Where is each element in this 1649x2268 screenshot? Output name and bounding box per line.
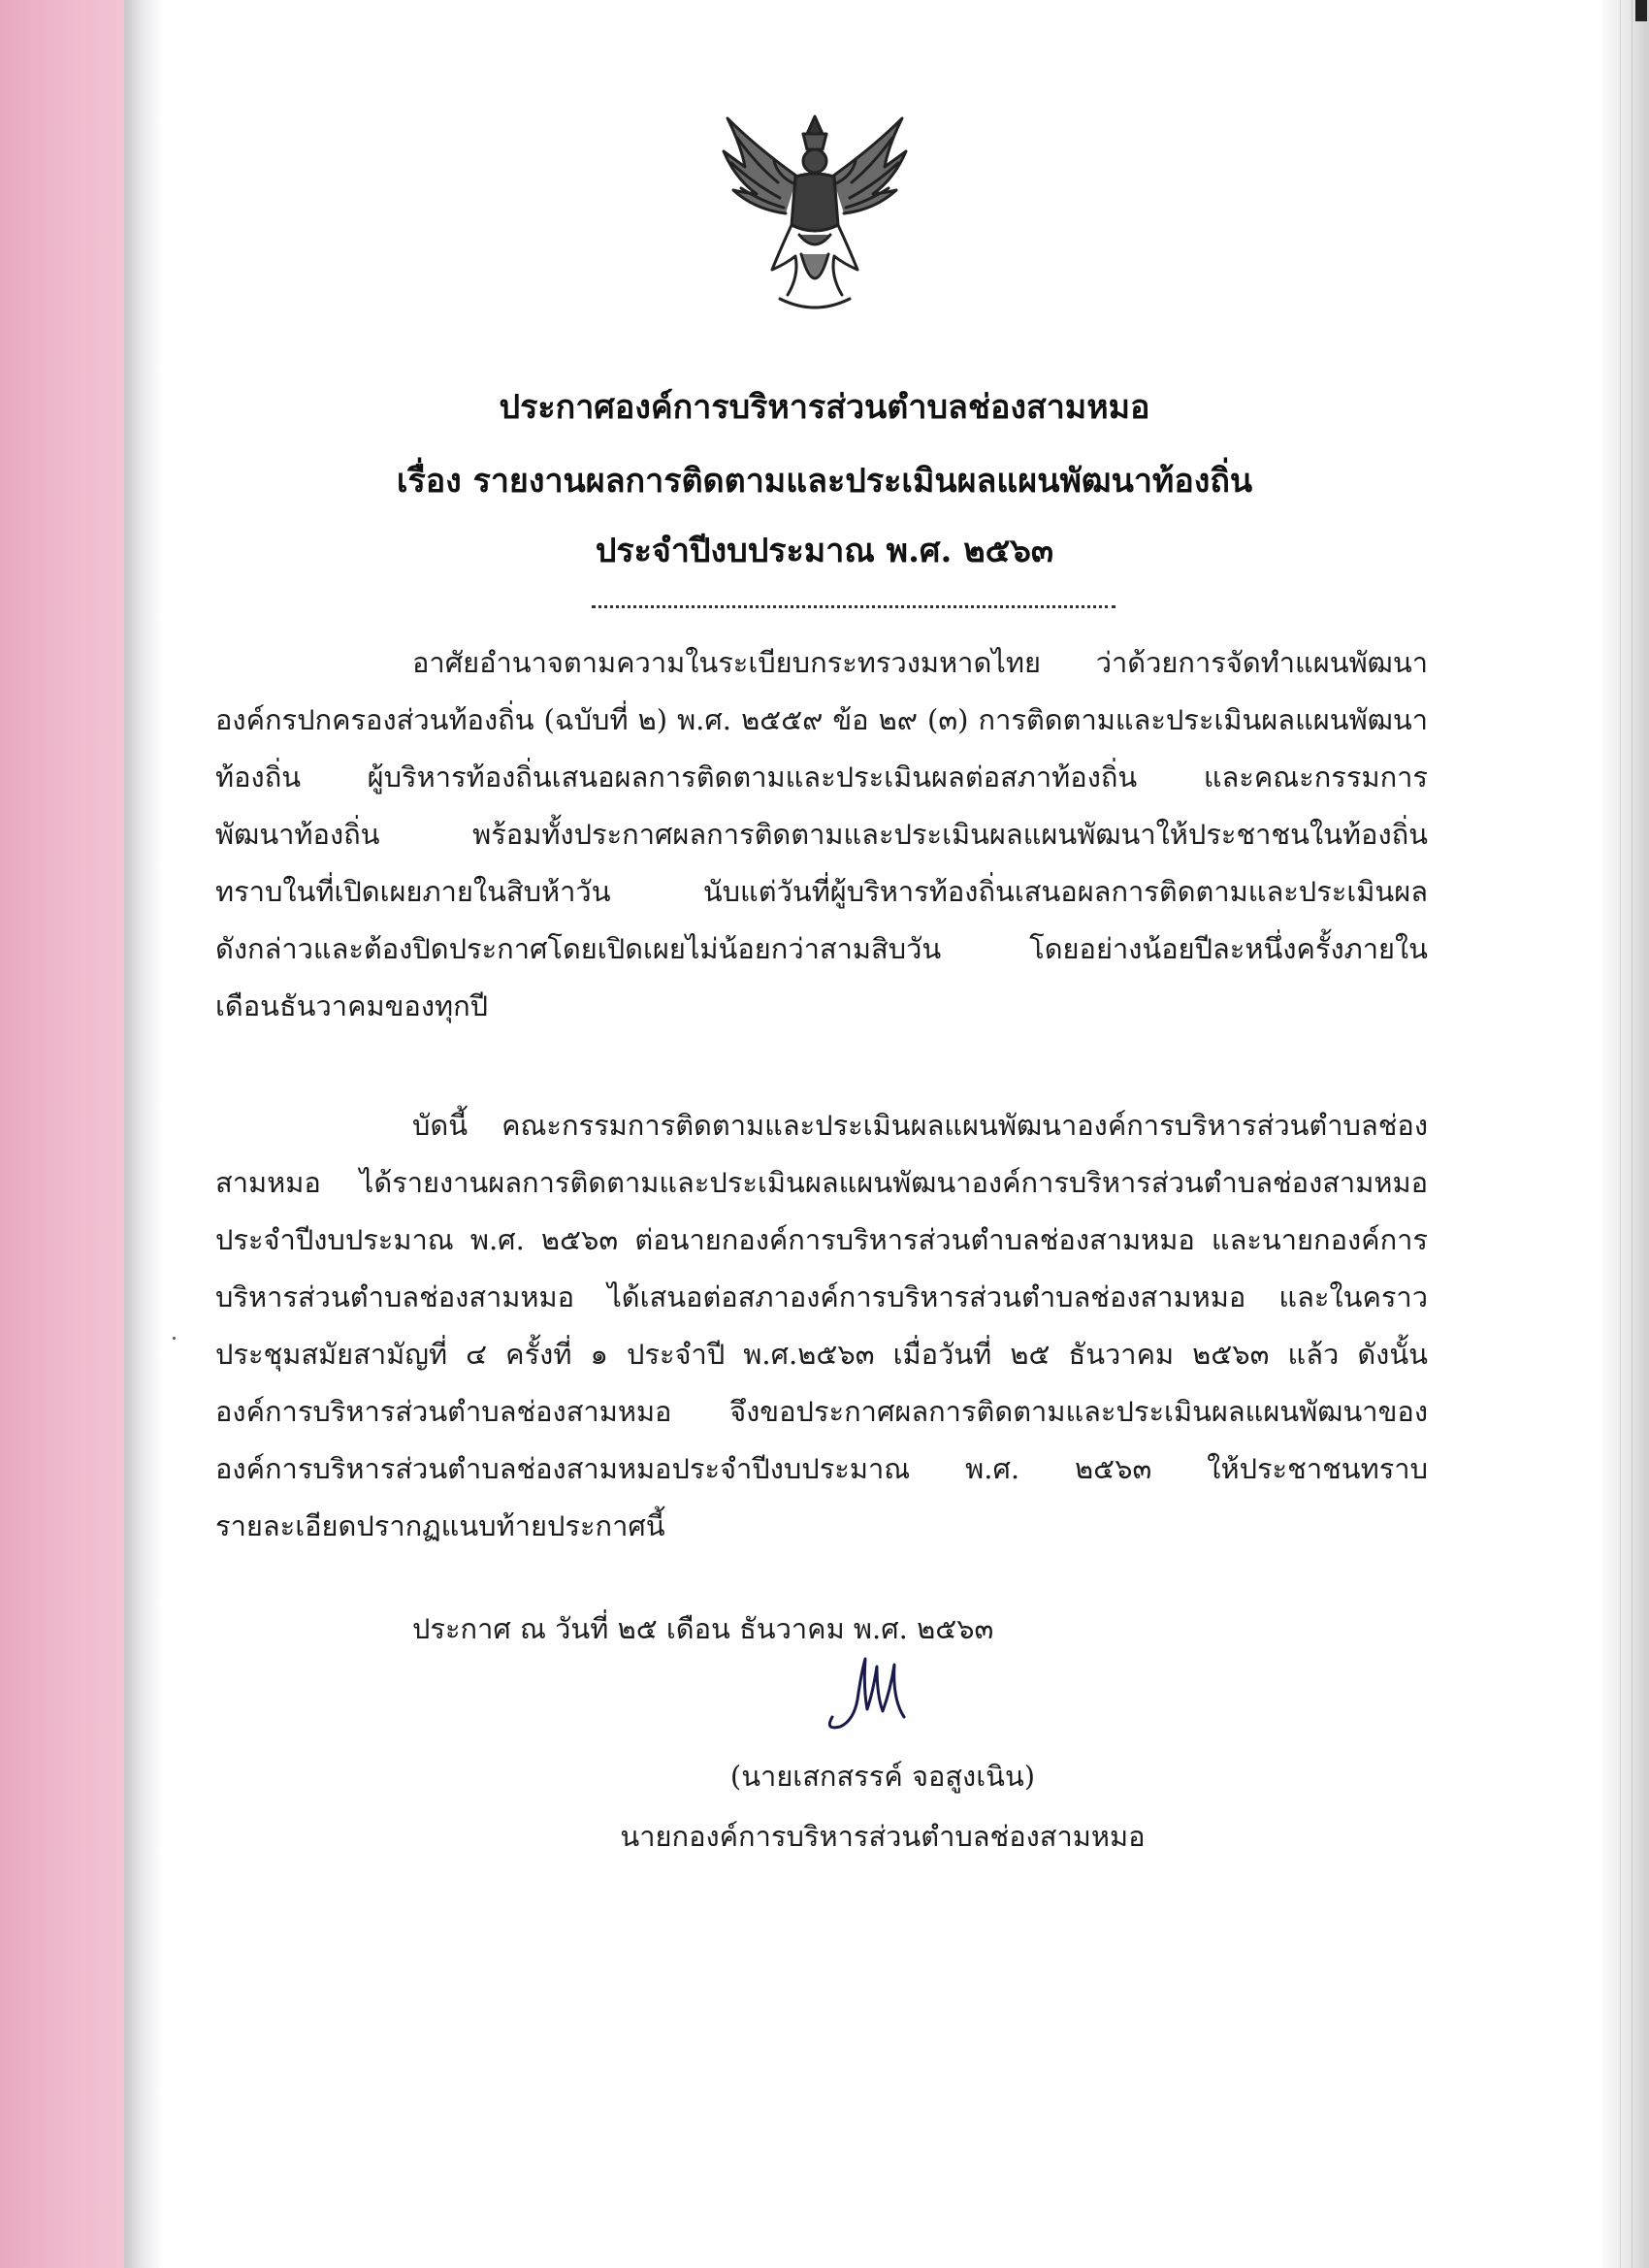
paragraph-line: ทราบในที่เปิดเผยภายในสิบห้าวัน นับแต่วันที่ผู้บริหารท้องถิ่นเสนอผลการติดตามและประเมินผล [215, 875, 1428, 908]
paragraph-line: ประจำปีงบประมาณ พ.ศ. ๒๕๖๓ ต่อนายกองค์การบริหารส่วนตำบลช่องสามหมอ และนายกองค์การ [215, 1223, 1428, 1256]
paragraph-line: ประชุมสมัยสามัญที่ ๔ ครั้งที่ ๑ ประจำปี พ.ศ.๒๕๖๓ เมื่อวันที่ ๒๕ ธันวาคม ๒๕๖๓ แล้ว ดังนั้น [215, 1338, 1428, 1371]
garuda-emblem-icon [718, 109, 912, 317]
corner-mark [1635, 0, 1647, 21]
announcement-title: ประกาศองค์การบริหารส่วนตำบลช่องสามหมอ [499, 388, 1150, 427]
binding-shadow [124, 0, 159, 2268]
paragraph-line: บัดนี้ คณะกรรมการติดตามและประเมินผลแผนพัฒนาองค์การบริหารส่วนตำบลช่อง [412, 1109, 1428, 1142]
handwritten-signature [815, 1649, 922, 1746]
signer-name: (นายเสกสรรค์ จอสูงเนิน) [729, 1760, 1036, 1793]
page-edge-right [1602, 0, 1649, 2268]
paragraph-line: เดือนธันวาคมของทุกปี [215, 989, 489, 1022]
body-paragraph-1 [215, 634, 1428, 1035]
body-paragraph-2 [215, 1097, 1428, 1555]
paragraph-line: องค์กรปกครองส่วนท้องถิ่น (ฉบับที่ ๒) พ.ศ. ๒๕๕๙ ข้อ ๒๙ (๓) การติดตามและประเมินผลแผนพัฒนา [215, 703, 1428, 736]
paragraph-line: ดังกล่าวและต้องปิดประกาศโดยเปิดเผยไม่น้อยกว่าสามสิบวัน โดยอย่างน้อยปีละหนึ่งครั้งภายใน [215, 932, 1428, 965]
signer-title: นายกองค์การบริหารส่วนตำบลช่องสามหมอ [620, 1820, 1146, 1853]
fiscal-year-heading: ประจำปีงบประมาณ พ.ศ. ๒๕๖๓ [595, 532, 1054, 570]
paragraph-line: องค์การบริหารส่วนตำบลช่องสามหมอ จึงขอประกาศผลการติดตามและประเมินผลแผนพัฒนาของ [215, 1395, 1428, 1428]
paragraph-line: รายละเอียดปรากฏแนบท้ายประกาศนี้ [215, 1509, 665, 1542]
paragraph-line: องค์การบริหารส่วนตำบลช่องสามหมอประจำปีงบประมาณ พ.ศ. ๒๕๖๓ ให้ประชาชนทราบ [215, 1452, 1428, 1485]
paragraph-line: ท้องถิ่น ผู้บริหารท้องถิ่นเสนอผลการติดตามและประเมินผลต่อสภาท้องถิ่น และคณะกรรมการ [215, 761, 1428, 794]
announcement-date: ประกาศ ณ วันที่ ๒๕ เดือน ธันวาคม พ.ศ. ๒๕๖๓ [412, 1612, 994, 1645]
announcement-subject: เรื่อง รายงานผลการติดตามและประเมินผลแผนพัฒนาท้องถิ่น [396, 462, 1253, 501]
scan-speck [173, 1337, 176, 1340]
paragraph-line: บริหารส่วนตำบลช่องสามหมอ ได้เสนอต่อสภาองค์การบริหารส่วนตำบลช่องสามหมอ และในคราว [215, 1280, 1428, 1313]
dotted-divider [592, 605, 1116, 608]
paragraph-line: สามหมอ ได้รายงานผลการติดตามและประเมินผลแผนพัฒนาองค์การบริหารส่วนตำบลช่องสามหมอ [215, 1166, 1428, 1199]
paragraph-line: พัฒนาท้องถิ่น พร้อมทั้งประกาศผลการติดตามและประเมินผลแผนพัฒนาให้ประชาชนในท้องถิ่น [215, 818, 1428, 851]
paragraph-line: อาศัยอำนาจตามความในระเบียบกระทรวงมหาดไทย ว่าด้วยการจัดทำแผนพัฒนา [412, 646, 1428, 679]
page-edge-pink [0, 0, 124, 2268]
